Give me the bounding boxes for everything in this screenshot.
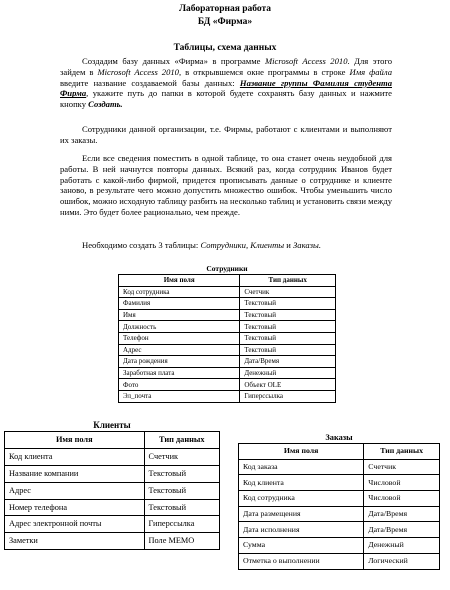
field-name-cell: Дата исполнения (239, 522, 364, 538)
paragraph-3: Если все сведения поместить в одной таблице, то она станет очень неудобной для работы. В ней начнутся повторы данных. Всякий раз, когда сотрудник Иванов будет работать с какой-либо фирмой, придется прописывать данные о сотруднике и клиенте заново, в результате чего можно допустить множество ошибок. Чтобы уменьшить число ошибок, можно исходную таблицу разбить на несколько таблиц и установить связи между ними. Это будет более рационально, чем прежде. (60, 153, 392, 217)
data-type-cell: Числовой (364, 491, 440, 507)
field-name-cell: Код сотрудника (119, 286, 240, 298)
table-row (5, 465, 220, 482)
table-row (5, 482, 220, 499)
table-row (5, 448, 220, 465)
paragraph-1: Создадим базу данных «Фирма» в программе Microsoft Access 2010. Для этого зайдем в Microsoft Access 2010, в открывшемся окне программы в строке Имя файла введите название создаваемой базы данных: Название группы Фамилия студента Фирма, укажите путь до папки в которой будете сохранять базу данных и нажмите кнопку Создать. (60, 56, 393, 110)
table-row (119, 332, 336, 344)
data-type-cell: Текстовый (240, 332, 336, 344)
table-row (239, 538, 440, 554)
field-name-cell: Код клиента (239, 475, 364, 491)
employees-table-caption: Сотрудники (206, 264, 248, 273)
table-header-row (119, 275, 336, 287)
table-row (239, 522, 440, 538)
clients-table (4, 431, 220, 550)
field-name-cell: Дата рождения (119, 356, 240, 368)
orders-table (238, 443, 440, 570)
table-row (119, 298, 336, 310)
data-type-cell: Денежный (364, 538, 440, 554)
table-row (5, 516, 220, 533)
table-header-row (239, 444, 440, 460)
field-name-cell: Телефон (119, 332, 240, 344)
field-name-cell: Фамилия (119, 298, 240, 310)
data-type-cell: Денежный (240, 367, 336, 379)
section-title: Таблицы, схема данных (173, 43, 277, 53)
table-row (119, 321, 336, 333)
field-name-cell: Код клиента (5, 448, 145, 465)
table-row (119, 309, 336, 321)
table-row (239, 459, 440, 475)
column-header: Имя поля (119, 275, 240, 287)
table-row (119, 390, 336, 402)
paragraph-2: Сотрудники данной организации, т.е. Фирмы, работают с клиентами и выполняют их заказы. (60, 124, 392, 145)
table-row (5, 533, 220, 550)
field-name-cell: Имя (119, 309, 240, 321)
data-type-cell: Текстовый (144, 482, 219, 499)
doc-title-line1: Лабораторная работа (178, 4, 272, 14)
data-type-cell: Поле MEMO (144, 533, 219, 550)
data-type-cell: Текстовый (240, 344, 336, 356)
data-type-cell: Текстовый (144, 499, 219, 516)
data-type-cell: Текстовый (240, 321, 336, 333)
table-header-row (5, 432, 220, 449)
field-name-cell: Адрес (119, 344, 240, 356)
data-type-cell: Дата/Время (364, 522, 440, 538)
doc-title-line2: БД «Фирма» (197, 17, 253, 27)
table-row (119, 344, 336, 356)
field-name-cell: Номер телефона (5, 499, 145, 516)
data-type-cell: Числовой (364, 475, 440, 491)
clients-table-caption: Клиенты (93, 420, 131, 430)
field-name-cell: Сумма (239, 538, 364, 554)
data-type-cell: Текстовый (144, 465, 219, 482)
data-type-cell: Дата/Время (240, 356, 336, 368)
column-header: Тип данных (240, 275, 336, 287)
column-header: Тип данных (144, 432, 219, 449)
field-name-cell: Эл_почта (119, 390, 240, 402)
field-name-cell: Название компании (5, 465, 145, 482)
table-row (239, 491, 440, 507)
field-name-cell: Адрес электронной почты (5, 516, 145, 533)
table-row (5, 499, 220, 516)
data-type-cell: Дата/Время (364, 506, 440, 522)
column-header: Имя поля (5, 432, 145, 449)
data-type-cell: Счетчик (364, 459, 440, 475)
column-header: Имя поля (239, 444, 364, 460)
table-row (119, 367, 336, 379)
data-type-cell: Логический (364, 553, 440, 569)
data-type-cell: Текстовый (240, 298, 336, 310)
field-name-cell: Код заказа (239, 459, 364, 475)
field-name-cell: Фото (119, 379, 240, 391)
data-type-cell: Счетчик (240, 286, 336, 298)
field-name-cell: Адрес (5, 482, 145, 499)
data-type-cell: Счетчик (144, 448, 219, 465)
field-name-cell: Отметка о выполнении (239, 553, 364, 569)
table-row (239, 475, 440, 491)
table-row (119, 379, 336, 391)
data-type-cell: Объект OLE (240, 379, 336, 391)
employees-table (118, 274, 336, 403)
field-name-cell: Заметки (5, 533, 145, 550)
data-type-cell: Гиперссылка (240, 390, 336, 402)
table-row (119, 356, 336, 368)
table-row (239, 553, 440, 569)
orders-table-caption: Заказы (325, 433, 353, 442)
data-type-cell: Текстовый (240, 309, 336, 321)
column-header: Тип данных (364, 444, 440, 460)
field-name-cell: Дата размещения (239, 506, 364, 522)
field-name-cell: Заработная плата (119, 367, 240, 379)
table-row (119, 286, 336, 298)
data-type-cell: Гиперссылка (144, 516, 219, 533)
field-name-cell: Код сотрудника (239, 491, 364, 507)
table-row (239, 506, 440, 522)
field-name-cell: Должность (119, 321, 240, 333)
paragraph-4: Необходимо создать 3 таблицы: Сотрудники, Клиенты и Заказы. (82, 240, 321, 250)
